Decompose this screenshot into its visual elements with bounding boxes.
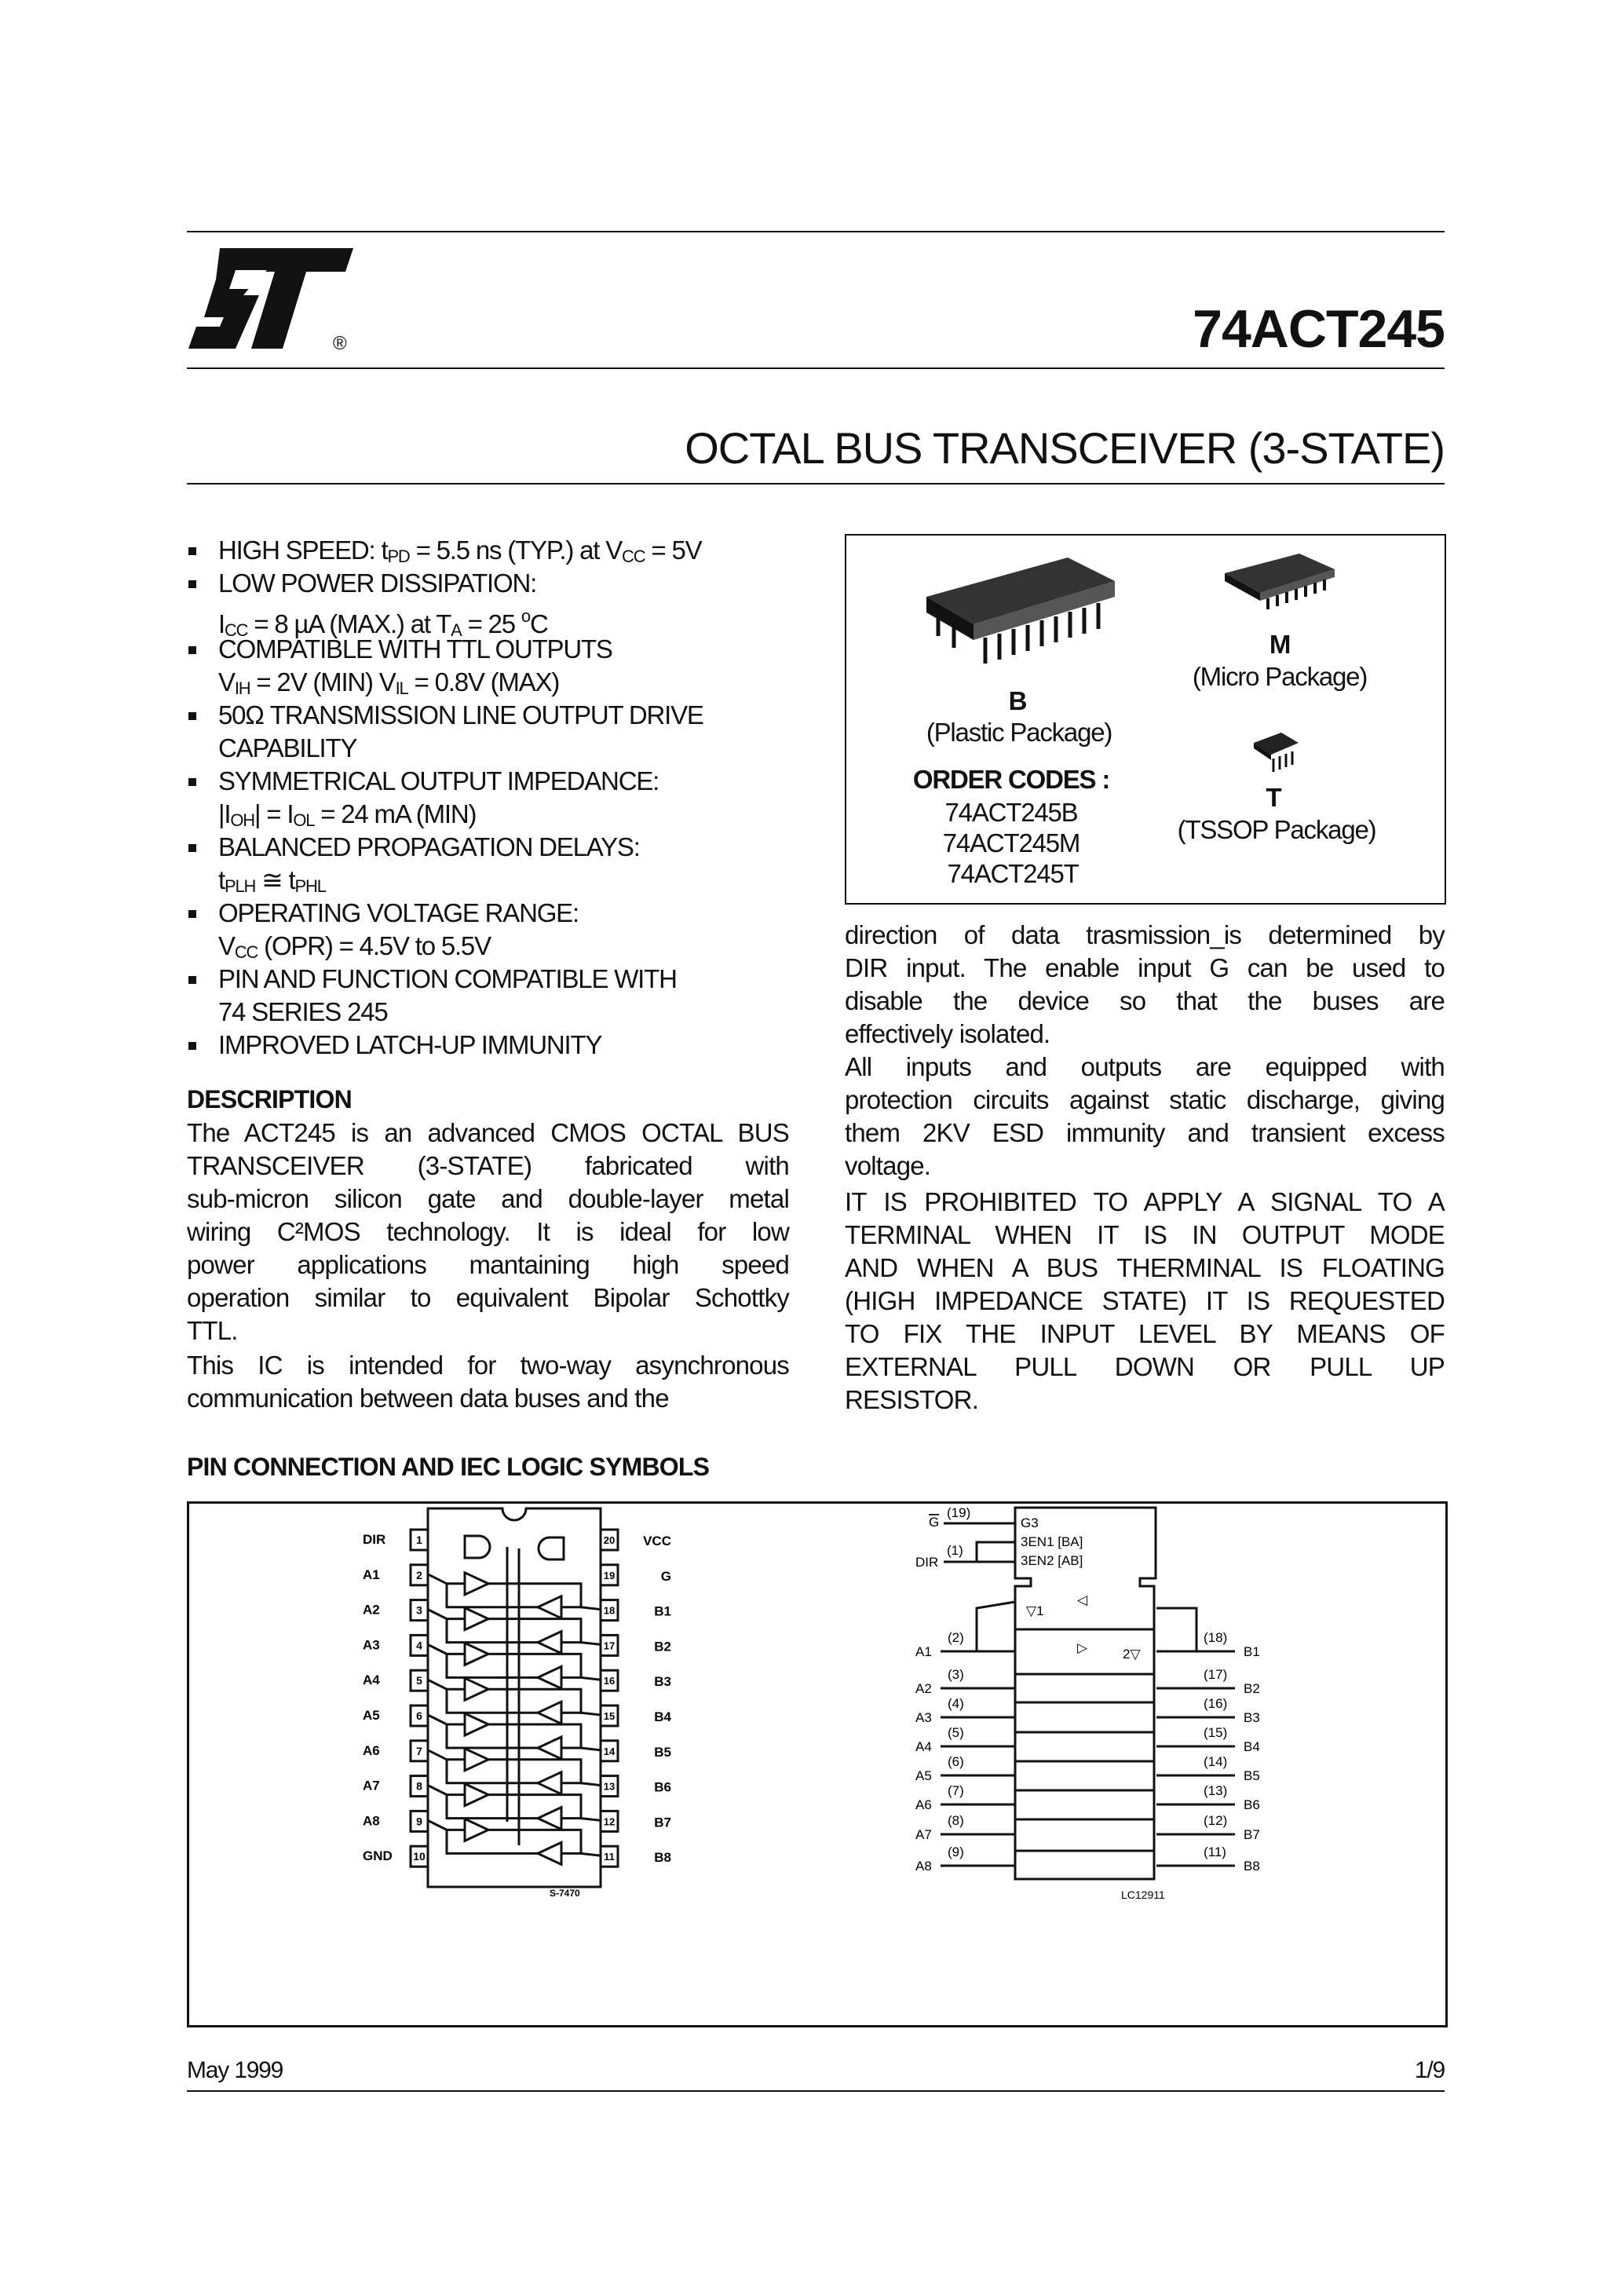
buffer-a-to-b xyxy=(465,1819,488,1841)
pin-number: 10 xyxy=(413,1850,426,1863)
package-b-letter: B xyxy=(1008,686,1027,715)
pin-label: A7 xyxy=(363,1778,380,1793)
pin-number: 17 xyxy=(603,1640,616,1652)
description-line: EXTERNAL PULL DOWN OR PULL UP xyxy=(845,1352,1445,1381)
pin-label: B5 xyxy=(654,1744,671,1760)
description-line: The ACT245 is an advanced CMOS OCTAL BUS xyxy=(187,1118,789,1147)
iec-a-pin: (2) xyxy=(948,1630,964,1645)
feature-text: = 25 xyxy=(461,609,521,638)
pin-number: 19 xyxy=(603,1569,616,1581)
iec-b-label: B1 xyxy=(1244,1644,1260,1659)
package-t-letter: T xyxy=(1266,783,1281,812)
wire xyxy=(447,1760,538,1783)
feature-text: t xyxy=(218,865,225,894)
description-line: wiring C²MOS technology. It is ideal for low xyxy=(187,1217,789,1246)
pin-label: A1 xyxy=(363,1567,380,1582)
pin-number: 7 xyxy=(416,1744,422,1757)
feature-text: OPERATING VOLTAGE RANGE: xyxy=(218,898,579,927)
feature-text: CAPABILITY xyxy=(218,733,357,762)
feature-text: = 24 mA (MIN) xyxy=(314,799,477,828)
iec-a-pin: (7) xyxy=(948,1783,964,1798)
iec-b-pin: (14) xyxy=(1204,1754,1228,1769)
iec-a-pin: (9) xyxy=(948,1844,964,1859)
pin-label: A2 xyxy=(363,1602,380,1618)
iec-control-label: 3EN2 [AB] xyxy=(1021,1553,1083,1568)
iec-b-label: B8 xyxy=(1244,1859,1260,1874)
iec-b-label: B7 xyxy=(1244,1827,1260,1842)
pin-number: 15 xyxy=(603,1710,616,1722)
buffer-b-to-a xyxy=(538,1842,561,1864)
wire xyxy=(428,1715,465,1724)
iec-arrow-left: ◁ xyxy=(1077,1592,1088,1607)
wire xyxy=(1156,1608,1196,1651)
feature-text: V xyxy=(218,667,235,696)
part-number: 74ACT245 xyxy=(1193,299,1445,359)
description-line: communication between data buses and the xyxy=(187,1384,669,1413)
pin-label: B6 xyxy=(654,1779,671,1795)
pin-number: 16 xyxy=(603,1675,616,1687)
and-gate xyxy=(465,1536,490,1558)
iec-b-pin: (17) xyxy=(1204,1667,1228,1682)
iec-b-pin: (13) xyxy=(1204,1783,1228,1798)
feature-text: = 5V xyxy=(645,536,702,565)
pin-number: 20 xyxy=(603,1534,616,1546)
and-gate xyxy=(539,1537,564,1559)
iec-b-pin: (11) xyxy=(1204,1844,1226,1859)
package-t-name: (TSSOP Package) xyxy=(1177,815,1376,844)
feature-text: 74 SERIES 245 xyxy=(218,997,388,1026)
feature-text: CC xyxy=(622,547,645,566)
wire xyxy=(428,1680,465,1689)
pin-number: 6 xyxy=(416,1709,422,1722)
page-title: OCTAL BUS TRANSCEIVER (3-STATE) xyxy=(685,423,1445,473)
iec-figure-code: LC12911 xyxy=(1121,1888,1165,1901)
iec-b-pin: (15) xyxy=(1204,1725,1228,1740)
feature-text: 50Ω TRANSMISSION LINE OUTPUT DRIVE xyxy=(218,700,703,729)
feature-text: I xyxy=(218,609,225,638)
pin-number: 5 xyxy=(416,1674,422,1687)
package-m-name: (Micro Package) xyxy=(1192,662,1368,691)
pin-number: 9 xyxy=(416,1815,422,1828)
buffer-a-to-b xyxy=(465,1643,488,1665)
feature-text: IH xyxy=(234,678,250,698)
buffer-b-to-a xyxy=(538,1702,561,1724)
iec-a-pin: (3) xyxy=(948,1667,964,1682)
iec-g-label: G xyxy=(929,1515,940,1530)
pin-label: B2 xyxy=(654,1639,671,1654)
description-line: DIR input. The enable input G can be used to xyxy=(845,953,1445,982)
buffer-b-to-a xyxy=(538,1808,561,1830)
feature-text: CC xyxy=(224,620,248,640)
buffer-a-to-b xyxy=(465,1784,488,1806)
pin-number: 13 xyxy=(603,1780,616,1793)
buffer-b-to-a xyxy=(538,1596,561,1618)
pin-label: G xyxy=(660,1568,671,1584)
feature-text: PHL xyxy=(294,876,326,896)
iec-a-label: A7 xyxy=(915,1827,932,1842)
iec-b-pin: (12) xyxy=(1204,1813,1228,1828)
pin-label: B1 xyxy=(654,1603,671,1619)
feature-text: PLH xyxy=(224,876,256,896)
pin-number: 4 xyxy=(416,1639,422,1652)
iec-symbol-1: ▽1 xyxy=(1026,1603,1044,1618)
feature-text: = 8 µA (MAX.) at T xyxy=(247,609,451,638)
pin-label: GND xyxy=(363,1848,393,1864)
description-line: voltage. xyxy=(845,1151,931,1180)
wire xyxy=(581,1819,601,1821)
feature-text: ≅ t xyxy=(255,865,295,894)
feature-text: A xyxy=(451,620,462,640)
wire xyxy=(447,1654,538,1677)
description-line: This IC is intended for two-way asynchronous xyxy=(187,1351,789,1380)
description-line: disable the device so that the buses are xyxy=(845,986,1445,1015)
iec-symbol-2: 2▽ xyxy=(1123,1647,1141,1662)
description-line: TTL. xyxy=(187,1316,238,1345)
feature-text: OH xyxy=(230,810,254,830)
pin-label: A8 xyxy=(363,1813,380,1829)
feature-text: BALANCED PROPAGATION DELAYS: xyxy=(218,832,640,861)
description-line: direction of data trasmission_is determined by xyxy=(845,920,1445,949)
pin-number: 12 xyxy=(603,1815,616,1828)
iec-b-label: B3 xyxy=(1244,1710,1260,1725)
iec-arrow-right: ▷ xyxy=(1077,1640,1088,1655)
pin-number: 11 xyxy=(604,1851,615,1863)
iec-control-label: 3EN1 [BA] xyxy=(1021,1534,1083,1549)
iec-g-pin: (19) xyxy=(947,1505,971,1520)
wire xyxy=(977,1602,1015,1651)
description-line: (HIGH IMPEDANCE STATE) IT IS REQUESTED xyxy=(845,1286,1445,1315)
buffer-a-to-b xyxy=(465,1608,488,1630)
wire xyxy=(428,1610,465,1619)
iec-a-label: A4 xyxy=(915,1739,932,1754)
description-line: sub-micron silicon gate and double-layer metal xyxy=(187,1184,789,1213)
wire xyxy=(428,1820,465,1830)
iec-control-label: G3 xyxy=(1021,1515,1039,1530)
description-line: protection circuits against static discharge, giving xyxy=(845,1085,1445,1114)
description-line: power applications mantaining high speed xyxy=(187,1250,789,1279)
buffer-b-to-a xyxy=(538,1666,561,1688)
iec-a-label: A2 xyxy=(915,1681,932,1696)
description-heading: DESCRIPTION xyxy=(187,1085,352,1113)
order-codes-heading: ORDER CODES : xyxy=(912,765,1110,794)
iec-dir-label: DIR xyxy=(915,1555,939,1570)
order-code-t: 74ACT245T xyxy=(947,859,1079,888)
feature-text: = 2V (MIN) V xyxy=(250,667,396,696)
footer-rule xyxy=(187,2090,1445,2092)
buffer-b-to-a xyxy=(538,1772,561,1794)
description-line: All inputs and outputs are equipped with xyxy=(845,1052,1445,1081)
wire xyxy=(428,1644,465,1654)
wire xyxy=(447,1795,538,1819)
iec-a-pin: (4) xyxy=(948,1696,964,1711)
feature-text: OL xyxy=(293,810,315,830)
wire xyxy=(447,1689,538,1713)
description-line: operation similar to equivalent Bipolar Schottky xyxy=(187,1283,789,1312)
pin-number: 18 xyxy=(603,1604,616,1617)
pin-label: B4 xyxy=(654,1709,671,1724)
iec-a-label: A5 xyxy=(915,1768,932,1783)
feature-text: (OPR) = 4.5V to 5.5V xyxy=(258,931,491,960)
wire xyxy=(581,1643,601,1645)
description-line: TERMINAL WHEN IT IS IN OUTPUT MODE xyxy=(845,1220,1445,1249)
feature-text: HIGH SPEED: t xyxy=(218,536,388,565)
pin-label: B8 xyxy=(654,1850,671,1866)
buffer-a-to-b xyxy=(465,1713,488,1735)
feature-text: CC xyxy=(234,942,258,962)
pin-label: B7 xyxy=(654,1815,671,1830)
iec-b-label: B5 xyxy=(1244,1768,1260,1783)
iec-a-label: A1 xyxy=(915,1644,932,1659)
feature-text: PIN AND FUNCTION COMPATIBLE WITH xyxy=(218,964,677,993)
wire xyxy=(428,1750,465,1760)
iec-dir-pin: (1) xyxy=(947,1543,963,1558)
iec-a-pin: (5) xyxy=(948,1725,964,1740)
wire xyxy=(581,1677,601,1680)
figure-code: S-7470 xyxy=(550,1888,580,1899)
wire xyxy=(488,1654,581,1677)
order-code-m: 74ACT245M xyxy=(942,828,1080,857)
wire xyxy=(581,1853,601,1855)
iec-a-label: A3 xyxy=(915,1710,932,1725)
iec-b-pin: (16) xyxy=(1204,1696,1228,1711)
iec-b-label: B4 xyxy=(1244,1739,1260,1754)
pin-number: 1 xyxy=(416,1534,422,1546)
wire xyxy=(488,1760,581,1783)
package-m-letter: M xyxy=(1269,630,1291,659)
pin-label: VCC xyxy=(643,1534,671,1548)
feature-text: C xyxy=(529,609,548,638)
description-line: RESISTOR. xyxy=(845,1385,979,1414)
wire xyxy=(488,1830,581,1853)
wire xyxy=(447,1619,538,1643)
feature-text: IMPROVED LATCH-UP IMMUNITY xyxy=(218,1030,602,1059)
feature-text: LOW POWER DISSIPATION: xyxy=(218,569,537,598)
feature-text: SYMMETRICAL OUTPUT IMPEDANCE: xyxy=(218,766,659,795)
wire xyxy=(581,1783,601,1786)
feature-text: COMPATIBLE WITH TTL OUTPUTS xyxy=(218,634,612,664)
iec-b-label: B2 xyxy=(1244,1681,1260,1696)
buffer-a-to-b xyxy=(465,1749,488,1771)
wire xyxy=(488,1724,581,1748)
wire xyxy=(428,1574,465,1584)
wire xyxy=(488,1619,581,1643)
pin-label: A4 xyxy=(363,1673,380,1688)
description-line: them 2KV ESD immunity and transient excess xyxy=(845,1118,1445,1147)
pin-label: A3 xyxy=(363,1637,380,1653)
feature-text: = 0.8V (MAX) xyxy=(407,667,560,696)
iec-b-label: B6 xyxy=(1244,1797,1260,1812)
description-line: AND WHEN A BUS THERMINAL IS FLOATING xyxy=(845,1253,1445,1282)
pin-number: 3 xyxy=(416,1603,422,1617)
pin-number: 2 xyxy=(416,1568,422,1581)
pin-number: 14 xyxy=(603,1745,616,1757)
wire xyxy=(488,1689,581,1713)
iec-a-label: A8 xyxy=(915,1859,932,1874)
buffer-a-to-b xyxy=(465,1678,488,1700)
description-line: IT IS PROHIBITED TO APPLY A SIGNAL TO A xyxy=(845,1187,1445,1216)
pin-label: A6 xyxy=(363,1742,380,1758)
iec-a-pin: (8) xyxy=(948,1813,964,1828)
description-line: TRANSCEIVER (3-STATE) fabricated with xyxy=(187,1151,789,1180)
wire xyxy=(581,1713,601,1715)
pin-label: DIR xyxy=(363,1532,386,1547)
feature-text: | = I xyxy=(254,799,294,828)
pin-label: A5 xyxy=(363,1708,380,1723)
order-code-b: 74ACT245B xyxy=(944,798,1078,827)
feature-text: |I xyxy=(218,799,231,828)
wire xyxy=(581,1607,601,1610)
registered-mark: ® xyxy=(333,333,347,354)
pin-section-heading: PIN CONNECTION AND IEC LOGIC SYMBOLS xyxy=(187,1453,710,1481)
feature-text: IL xyxy=(395,678,408,698)
wire xyxy=(581,1748,601,1750)
buffer-b-to-a xyxy=(538,1632,561,1654)
iec-a-label: A6 xyxy=(915,1797,932,1812)
description-line: effectively isolated. xyxy=(845,1019,1050,1048)
pin-number: 8 xyxy=(416,1779,422,1793)
wire xyxy=(447,1584,538,1607)
wire xyxy=(447,1724,538,1748)
feature-text: o xyxy=(521,606,530,626)
pin-label: B3 xyxy=(654,1674,671,1690)
wire xyxy=(488,1584,581,1607)
wire xyxy=(488,1795,581,1819)
iec-a-pin: (6) xyxy=(948,1754,964,1769)
feature-text: PD xyxy=(387,547,410,566)
wire xyxy=(977,1542,1015,1562)
package-b-name: (Plastic Package) xyxy=(926,718,1112,747)
feature-text: V xyxy=(218,931,235,960)
feature-text: = 5.5 ns (TYP.) at V xyxy=(409,536,623,565)
buffer-b-to-a xyxy=(538,1737,561,1759)
footer-date: May 1999 xyxy=(187,2057,283,2083)
buffer-a-to-b xyxy=(465,1573,488,1595)
iec-b-pin: (18) xyxy=(1204,1630,1228,1645)
description-line: TO FIX THE INPUT LEVEL BY MEANS OF xyxy=(845,1319,1445,1348)
footer-page: 1/9 xyxy=(1414,2057,1445,2083)
wire xyxy=(447,1830,538,1853)
wire xyxy=(428,1786,465,1795)
